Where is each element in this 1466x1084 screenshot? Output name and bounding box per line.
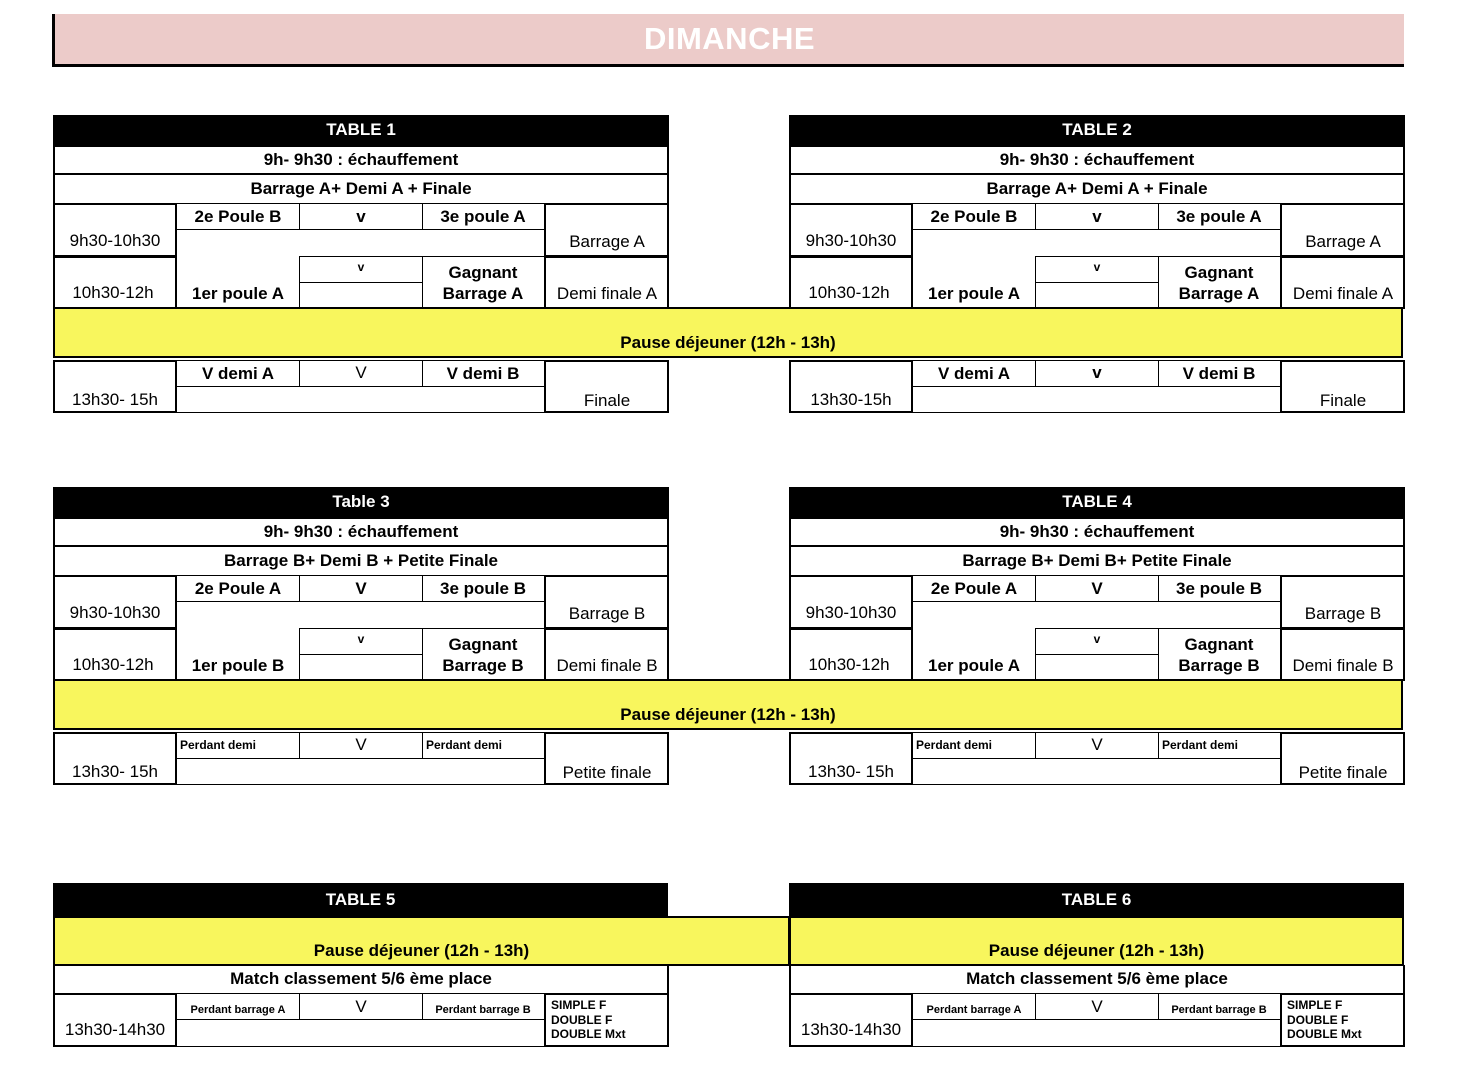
slot-result-2: DOUBLE F <box>1287 1013 1349 1027</box>
section-row <box>789 547 1405 577</box>
slot-result-1: SIMPLE F <box>1287 998 1343 1012</box>
section-row <box>789 965 1405 993</box>
slot-1-away: 3e poule A <box>1176 207 1262 226</box>
table-3-header <box>53 487 669 517</box>
slot-2-time: 10h30-12h <box>808 283 890 302</box>
slot-3-result: Petite finale <box>562 763 652 782</box>
lunch-break-label: Pause déjeuner (12h - 13h) <box>620 705 836 724</box>
slot-time: 13h30-14h30 <box>64 1020 166 1039</box>
slot-2-home: 1er poule A <box>928 656 1020 675</box>
slot-2-result: Demi finale A <box>556 284 658 303</box>
lunch-break-row-2 <box>53 679 1403 730</box>
slot-1-home: 2e Poule B <box>194 207 282 226</box>
slot-3-vs: V <box>355 363 367 382</box>
slot-1-time: 9h30-10h30 <box>805 231 897 250</box>
section-label: Barrage A+ Demi A + Finale <box>250 179 472 198</box>
slot-away: Perdant barrage B <box>1171 1004 1267 1016</box>
slot-3-away: V demi B <box>1182 364 1256 383</box>
slot-2-away: Gagnant Barrage B <box>1178 635 1260 675</box>
lunch-break-label: Pause déjeuner (12h - 13h) <box>988 941 1205 960</box>
slot-vs: V <box>1091 997 1103 1016</box>
slot-1-home: 2e Poule A <box>930 579 1018 598</box>
slot-1-result: Barrage A <box>1305 232 1381 251</box>
slot-3-result: Finale <box>583 391 631 410</box>
slot-2-away: Gagnant Barrage A <box>1178 263 1260 303</box>
score-cell <box>912 386 1281 413</box>
slot-result-1: SIMPLE F <box>551 998 607 1012</box>
slot-1-vs: V <box>355 579 367 598</box>
slot-2-vs: v <box>1093 260 1101 274</box>
slot-2-away: Gagnant Barrage A <box>442 263 524 303</box>
score-cell <box>176 758 545 785</box>
slot-3-time: 13h30-15h <box>810 390 892 409</box>
slot-3-away: Perdant demi <box>1162 738 1239 752</box>
slot-1-result: Barrage B <box>1304 604 1382 623</box>
slot-2-vs: v <box>357 632 365 646</box>
slot-1-time: 9h30-10h30 <box>805 603 897 622</box>
score-cell <box>176 229 545 257</box>
table-2-title: TABLE 2 <box>1062 120 1132 139</box>
slot-home: Perdant barrage A <box>926 1004 1022 1016</box>
slot-result-3: DOUBLE Mxt <box>1287 1027 1362 1041</box>
slot-home: Perdant barrage A <box>190 1004 286 1016</box>
section-label: Barrage B+ Demi B + Petite Finale <box>224 551 498 570</box>
table-4-header <box>789 487 1405 517</box>
slot-2-result: Demi finale B <box>1292 656 1394 675</box>
slot-3-away: V demi B <box>446 364 520 383</box>
section-row <box>53 175 669 205</box>
slot-1-away: 3e poule B <box>1176 579 1262 598</box>
table-5-title: TABLE 5 <box>325 889 396 909</box>
slot-1-away: 3e poule B <box>440 579 526 598</box>
slot-1-vs: V <box>1091 579 1103 598</box>
slot-2-vs: v <box>1093 632 1101 646</box>
slot-2-vs: v <box>357 260 365 274</box>
table-5-header <box>53 883 668 916</box>
slot-3-time: 13h30- 15h <box>807 762 895 781</box>
slot-3-result: Petite finale <box>1298 763 1388 782</box>
slot-1-away: 3e poule A <box>440 207 526 226</box>
slot-1-vs: v <box>1092 207 1102 226</box>
slot-1-time: 9h30-10h30 <box>69 231 161 250</box>
table-2-header <box>789 115 1405 145</box>
slot-2-result: Demi finale B <box>556 656 658 675</box>
section-label: Barrage B+ Demi B+ Petite Finale <box>962 551 1232 570</box>
slot-3-vs: V <box>355 735 367 754</box>
slot-1-home: 2e Poule A <box>194 579 282 598</box>
score-cell <box>299 654 423 681</box>
table-1-block <box>53 115 669 413</box>
table-4-block <box>789 487 1405 785</box>
score-cell <box>299 282 423 309</box>
table-4-title: TABLE 4 <box>1062 492 1132 511</box>
slot-2-time: 10h30-12h <box>808 655 890 674</box>
slot-1-result: Barrage B <box>568 604 646 623</box>
slot-2-home: 1er poule B <box>191 656 285 675</box>
slot-3-vs: V <box>1091 735 1103 754</box>
table-3-block <box>53 487 669 785</box>
table-5-block <box>53 965 669 1047</box>
section-row <box>53 547 669 577</box>
warmup-row <box>789 145 1405 175</box>
score-cell <box>912 601 1281 629</box>
slot-3-home: Perdant demi <box>180 738 257 752</box>
slot-vs: V <box>355 997 367 1016</box>
score-cell <box>176 1019 545 1047</box>
section-row <box>789 175 1405 205</box>
warmup-row <box>53 145 669 175</box>
slot-3-home: V demi A <box>201 364 275 383</box>
table-1-header <box>53 115 669 145</box>
table-3-title: Table 3 <box>332 492 390 511</box>
slot-3-result: Finale <box>1319 391 1367 410</box>
score-cell <box>1035 282 1159 309</box>
warmup-row <box>789 517 1405 547</box>
table-6-block <box>789 965 1405 1047</box>
slot-result-2: DOUBLE F <box>551 1013 613 1027</box>
slot-1-result: Barrage A <box>569 232 645 251</box>
table-6-title: TABLE 6 <box>1061 889 1132 909</box>
lunch-break-label: Pause déjeuner (12h - 13h) <box>313 941 530 960</box>
section-label: Barrage A+ Demi A + Finale <box>986 179 1208 198</box>
lunch-break-row-1 <box>53 307 1403 358</box>
section-label: Match classement 5/6 ème place <box>966 969 1228 988</box>
section-label: Match classement 5/6 ème place <box>230 969 492 988</box>
warmup-label: 9h- 9h30 : échauffement <box>263 522 459 541</box>
slot-3-time: 13h30- 15h <box>71 762 159 781</box>
table-5-lunch-break <box>53 916 790 966</box>
slot-2-home: 1er poule A <box>192 284 284 303</box>
warmup-label: 9h- 9h30 : échauffement <box>999 522 1195 541</box>
lunch-break-label: Pause déjeuner (12h - 13h) <box>620 333 836 352</box>
section-row <box>53 965 669 993</box>
score-cell <box>912 758 1281 785</box>
slot-1-home: 2e Poule B <box>930 207 1018 226</box>
score-cell <box>912 229 1281 257</box>
slot-3-time: 13h30- 15h <box>71 390 159 409</box>
slot-1-vs: v <box>356 207 366 226</box>
warmup-label: 9h- 9h30 : échauffement <box>999 150 1195 169</box>
slot-2-home: 1er poule A <box>928 284 1020 303</box>
slot-away: Perdant barrage B <box>435 1004 531 1016</box>
slot-3-vs: v <box>1092 363 1102 382</box>
table-6-lunch-break <box>789 916 1404 966</box>
table-1-title: TABLE 1 <box>326 120 396 139</box>
day-banner <box>52 14 1404 67</box>
slot-3-away: Perdant demi <box>426 738 503 752</box>
slot-2-away: Gagnant Barrage B <box>442 635 524 675</box>
score-cell <box>176 386 545 413</box>
slot-2-time: 10h30-12h <box>72 283 154 302</box>
slot-time: 13h30-14h30 <box>800 1020 902 1039</box>
slot-result-3: DOUBLE Mxt <box>551 1027 626 1041</box>
slot-2-result: Demi finale A <box>1292 284 1394 303</box>
day-title: DIMANCHE <box>643 21 816 56</box>
slot-3-home: Perdant demi <box>916 738 993 752</box>
table-6-header <box>789 883 1404 916</box>
score-cell <box>1035 654 1159 681</box>
slot-3-home: V demi A <box>937 364 1011 383</box>
table-2-block <box>789 115 1405 413</box>
warmup-label: 9h- 9h30 : échauffement <box>263 150 459 169</box>
warmup-row <box>53 517 669 547</box>
slot-2-time: 10h30-12h <box>72 655 154 674</box>
slot-1-time: 9h30-10h30 <box>69 603 161 622</box>
score-cell <box>176 601 545 629</box>
score-cell <box>912 1019 1281 1047</box>
